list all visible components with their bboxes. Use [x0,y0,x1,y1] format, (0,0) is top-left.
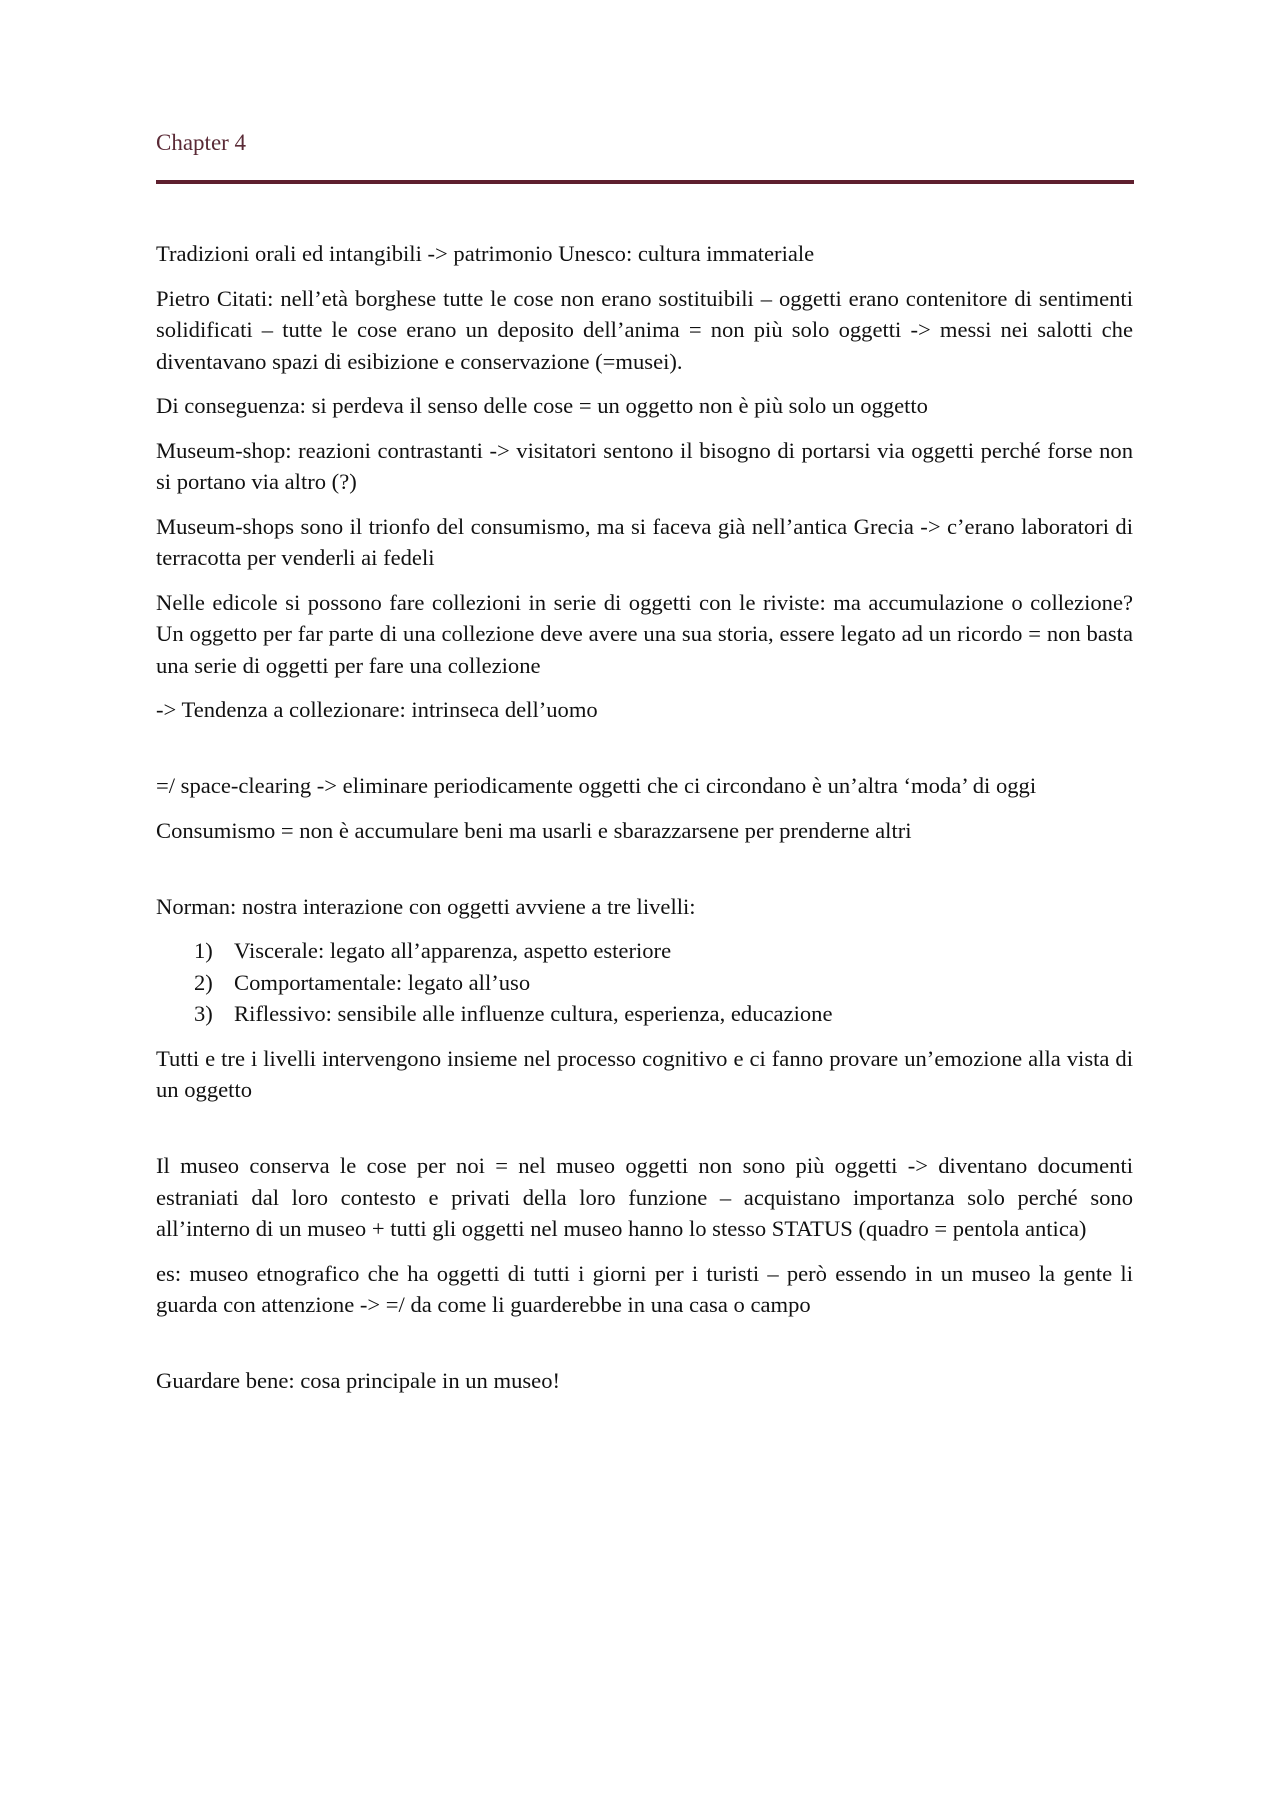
list-item-number: 2) [194,969,213,995]
paragraph-conseguenza: Di conseguenza: si perdeva il senso delle cose = un oggetto non è più solo un oggetto [156,393,928,418]
list-item-number: 1) [194,938,213,963]
running-header-chapter: Chapter 4 [156,130,247,155]
paragraph-tradizioni: Tradizioni orali ed intangibili -> patrimonio Unesco: cultura immateriale [156,241,815,266]
paragraph-consumismo: Consumismo = non è accumulare beni ma usarli e sbarazzarsene per prenderne altri [156,817,912,843]
blank-line [156,739,1133,771]
list-item [156,967,1133,999]
paragraph-citati: Pietro Citati: nell’età borghese tutte le cose non erano sostituibili – oggetti erano contenitore di sentimenti solidificati – tutte le cose erano un deposito dell’anima = non più solo oggetti -> messi nei salotti che diventavano spazi di esibizione e conservazione (=musei). [156,285,1133,374]
list-item-number: 3) [194,1001,213,1026]
paragraph-museo-conserva: Il museo conserva le cose per noi = nel museo oggetti non sono più oggetti -> diventano documenti estraniati dal loro contesto e privati della loro funzione – acquistano importanza solo perché sono all’interno di un museo + tutti gli oggetti nel museo hanno lo stesso STATUS (quadro = pentola antica) [156,1153,1133,1241]
paragraph-guardare-bene: Guardare bene: cosa principale in un museo! [156,1368,561,1393]
paragraph-tre-livelli: Tutti e tre i livelli intervengono insieme nel processo cognitivo e ci fanno provare un’emozione alla vista di un oggetto [156,1045,1133,1102]
paragraph-tendenza: -> Tendenza a collezionare: intrinseca dell’uomo [156,697,598,722]
page-body [156,238,1133,1410]
paragraph-museo-etnografico: es: museo etnografico che ha oggetti di tutti i giorni per i turisti – però essendo in un museo la gente li guarda con attenzione -> =/ da come li guarderebbe in una casa o campo [156,1260,1133,1317]
paragraph-space-clearing: =/ space-clearing -> eliminare periodicamente oggetti che ci circondano è un’altra ‘moda’ di oggi [156,773,1037,798]
blank-line [156,859,1133,891]
header-rule [156,180,1134,184]
list-item-text: Viscerale: legato all’apparenza, aspetto esteriore [234,938,672,963]
paragraph-edicole: Nelle edicole si possono fare collezioni in serie di oggetti con le riviste: ma accumulazione o collezione? Un oggetto per far parte di una collezione deve avere una sua storia, essere legato ad un ricordo = non basta una serie di oggetti per fare una collezione [156,589,1133,678]
blank-line [156,1119,1133,1151]
levels-list [156,935,1133,1030]
paragraph-museum-shop: Museum-shop: reazioni contrastanti -> visitatori sentono il bisogno di portarsi via oggetti perché forse non si portano via altro (?) [156,437,1133,494]
paragraph-museum-shops: Museum-shops sono il trionfo del consumismo, ma si faceva già nell’antica Grecia -> c’erano laboratori di terracotta per venderli ai fedeli [156,513,1133,570]
list-item [156,935,1133,967]
blank-line [156,1334,1133,1366]
list-item-text: Comportamentale: legato all’uso [234,969,531,995]
paragraph-norman: Norman: nostra interazione con oggetti avviene a tre livelli: [156,893,696,919]
list-item [156,998,1133,1030]
list-item-text: Riflessivo: sensibile alle influenze cultura, esperienza, educazione [234,1001,833,1026]
